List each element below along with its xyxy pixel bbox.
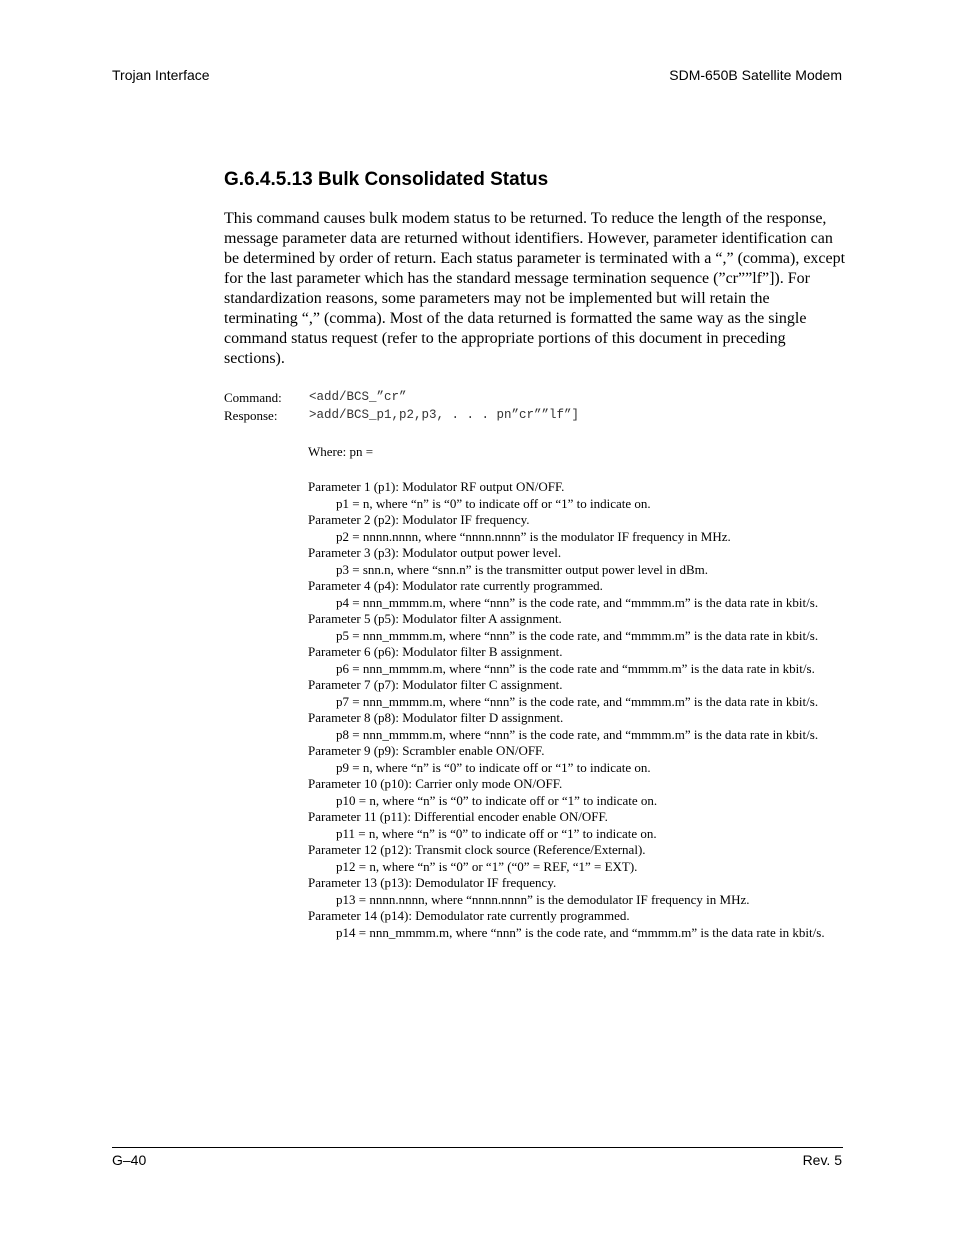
footer-divider <box>112 1147 843 1148</box>
parameter-item <box>308 578 833 611</box>
parameter-title: Parameter 5 (p5): Modulator filter A assignment. <box>308 611 562 626</box>
parameter-description: p5 = nnn_mmmm.m, where “nnn” is the code rate, and “mmmm.m” is the data rate in kbit/s. <box>336 627 819 643</box>
parameter-item <box>308 743 833 776</box>
parameter-description: p2 = nnnn.nnnn, where “nnnn.nnnn” is the modulator IF frequency in MHz. <box>336 528 731 544</box>
parameter-description: p10 = n, where “n” is “0” to indicate off or “1” to indicate on. <box>336 792 658 808</box>
parameter-description: p13 = nnnn.nnnn, where “nnnn.nnnn” is the demodulator IF frequency in MHz. <box>336 891 750 907</box>
parameter-title: Parameter 9 (p9): Scrambler enable ON/OFF. <box>308 743 545 758</box>
parameter-title: Parameter 8 (p8): Modulator filter D assignment. <box>308 710 564 725</box>
parameter-item <box>308 809 833 842</box>
parameter-item <box>308 512 833 545</box>
page-number: G–40 <box>112 1152 147 1168</box>
response-label: Response: <box>224 408 278 423</box>
parameter-description: p6 = nnn_mmmm.m, where “nnn” is the code rate and “mmmm.m” is the data rate in kbit/s. <box>336 660 815 676</box>
parameter-item <box>308 908 833 941</box>
parameter-title: Parameter 2 (p2): Modulator IF frequency. <box>308 512 530 527</box>
intro-paragraph: This command causes bulk modem status to be returned. To reduce the length of the response, message parameter data are returned without identifiers. However, parameter identification can be determined by order of return. Each status parameter is terminated with a “,” (comma), except for the last parameter which has the standard message termination sequence (”cr””lf”]). For standardization reasons, some parameters may not be implemented but will retain the terminating “,” (comma). Most of the data returned is formatted the same way as the single command status request (refer to the appropriate portions of this document in preceding sections). <box>224 210 846 367</box>
parameter-description: p7 = nnn_mmmm.m, where “nnn” is the code rate, and “mmmm.m” is the data rate in kbit/s. <box>336 693 819 709</box>
where-label: Where: pn = <box>308 444 374 459</box>
parameter-item <box>308 545 833 578</box>
command-value: <add/BCS_”cr” <box>309 390 407 404</box>
header-right-text: SDM-650B Satellite Modem <box>669 67 842 83</box>
response-value: >add/BCS_p1,p2,p3, . . . pn”cr””lf”] <box>309 408 580 422</box>
parameter-title: Parameter 11 (p11): Differential encoder enable ON/OFF. <box>308 809 608 824</box>
parameter-description: p14 = nnn_mmmm.m, where “nnn” is the code rate, and “mmmm.m” is the data rate in kbit/s. <box>336 924 825 940</box>
parameter-item <box>308 875 833 908</box>
parameter-description: p12 = n, where “n” is “0” or “1” (“0” = REF, “1” = EXT). <box>336 858 638 874</box>
section-title: G.6.4.5.13 Bulk Consolidated Status <box>224 169 549 190</box>
header-left-text: Trojan Interface <box>112 67 210 83</box>
parameter-title: Parameter 14 (p14): Demodulator rate currently programmed. <box>308 908 630 923</box>
parameter-description: p3 = snn.n, where “snn.n” is the transmitter output power level in dBm. <box>336 561 708 577</box>
parameter-title: Parameter 12 (p12): Transmit clock source (Reference/External). <box>308 842 646 857</box>
parameter-item <box>308 479 833 512</box>
command-label: Command: <box>224 390 282 405</box>
parameter-title: Parameter 4 (p4): Modulator rate currently programmed. <box>308 578 603 593</box>
parameter-description: p8 = nnn_mmmm.m, where “nnn” is the code rate, and “mmmm.m” is the data rate in kbit/s. <box>336 726 819 742</box>
parameter-title: Parameter 10 (p10): Carrier only mode ON/OFF. <box>308 776 563 791</box>
parameter-description: p1 = n, where “n” is “0” to indicate off or “1” to indicate on. <box>336 495 651 511</box>
parameter-title: Parameter 1 (p1): Modulator RF output ON/OFF. <box>308 479 565 494</box>
parameter-item <box>308 677 833 710</box>
parameter-description: p4 = nnn_mmmm.m, where “nnn” is the code rate, and “mmmm.m” is the data rate in kbit/s. <box>336 594 819 610</box>
parameter-item <box>308 710 833 743</box>
parameter-item <box>308 611 833 644</box>
parameter-title: Parameter 6 (p6): Modulator filter B assignment. <box>308 644 563 659</box>
parameter-description: p9 = n, where “n” is “0” to indicate off or “1” to indicate on. <box>336 759 651 775</box>
revision-label: Rev. 5 <box>802 1152 842 1168</box>
parameter-item <box>308 644 833 677</box>
parameter-item <box>308 776 833 809</box>
parameter-list <box>308 479 833 941</box>
parameter-item <box>308 842 833 875</box>
parameter-description: p11 = n, where “n” is “0” to indicate off or “1” to indicate on. <box>336 825 657 841</box>
parameter-title: Parameter 7 (p7): Modulator filter C assignment. <box>308 677 563 692</box>
parameter-title: Parameter 13 (p13): Demodulator IF frequency. <box>308 875 557 890</box>
parameter-title: Parameter 3 (p3): Modulator output power level. <box>308 545 562 560</box>
